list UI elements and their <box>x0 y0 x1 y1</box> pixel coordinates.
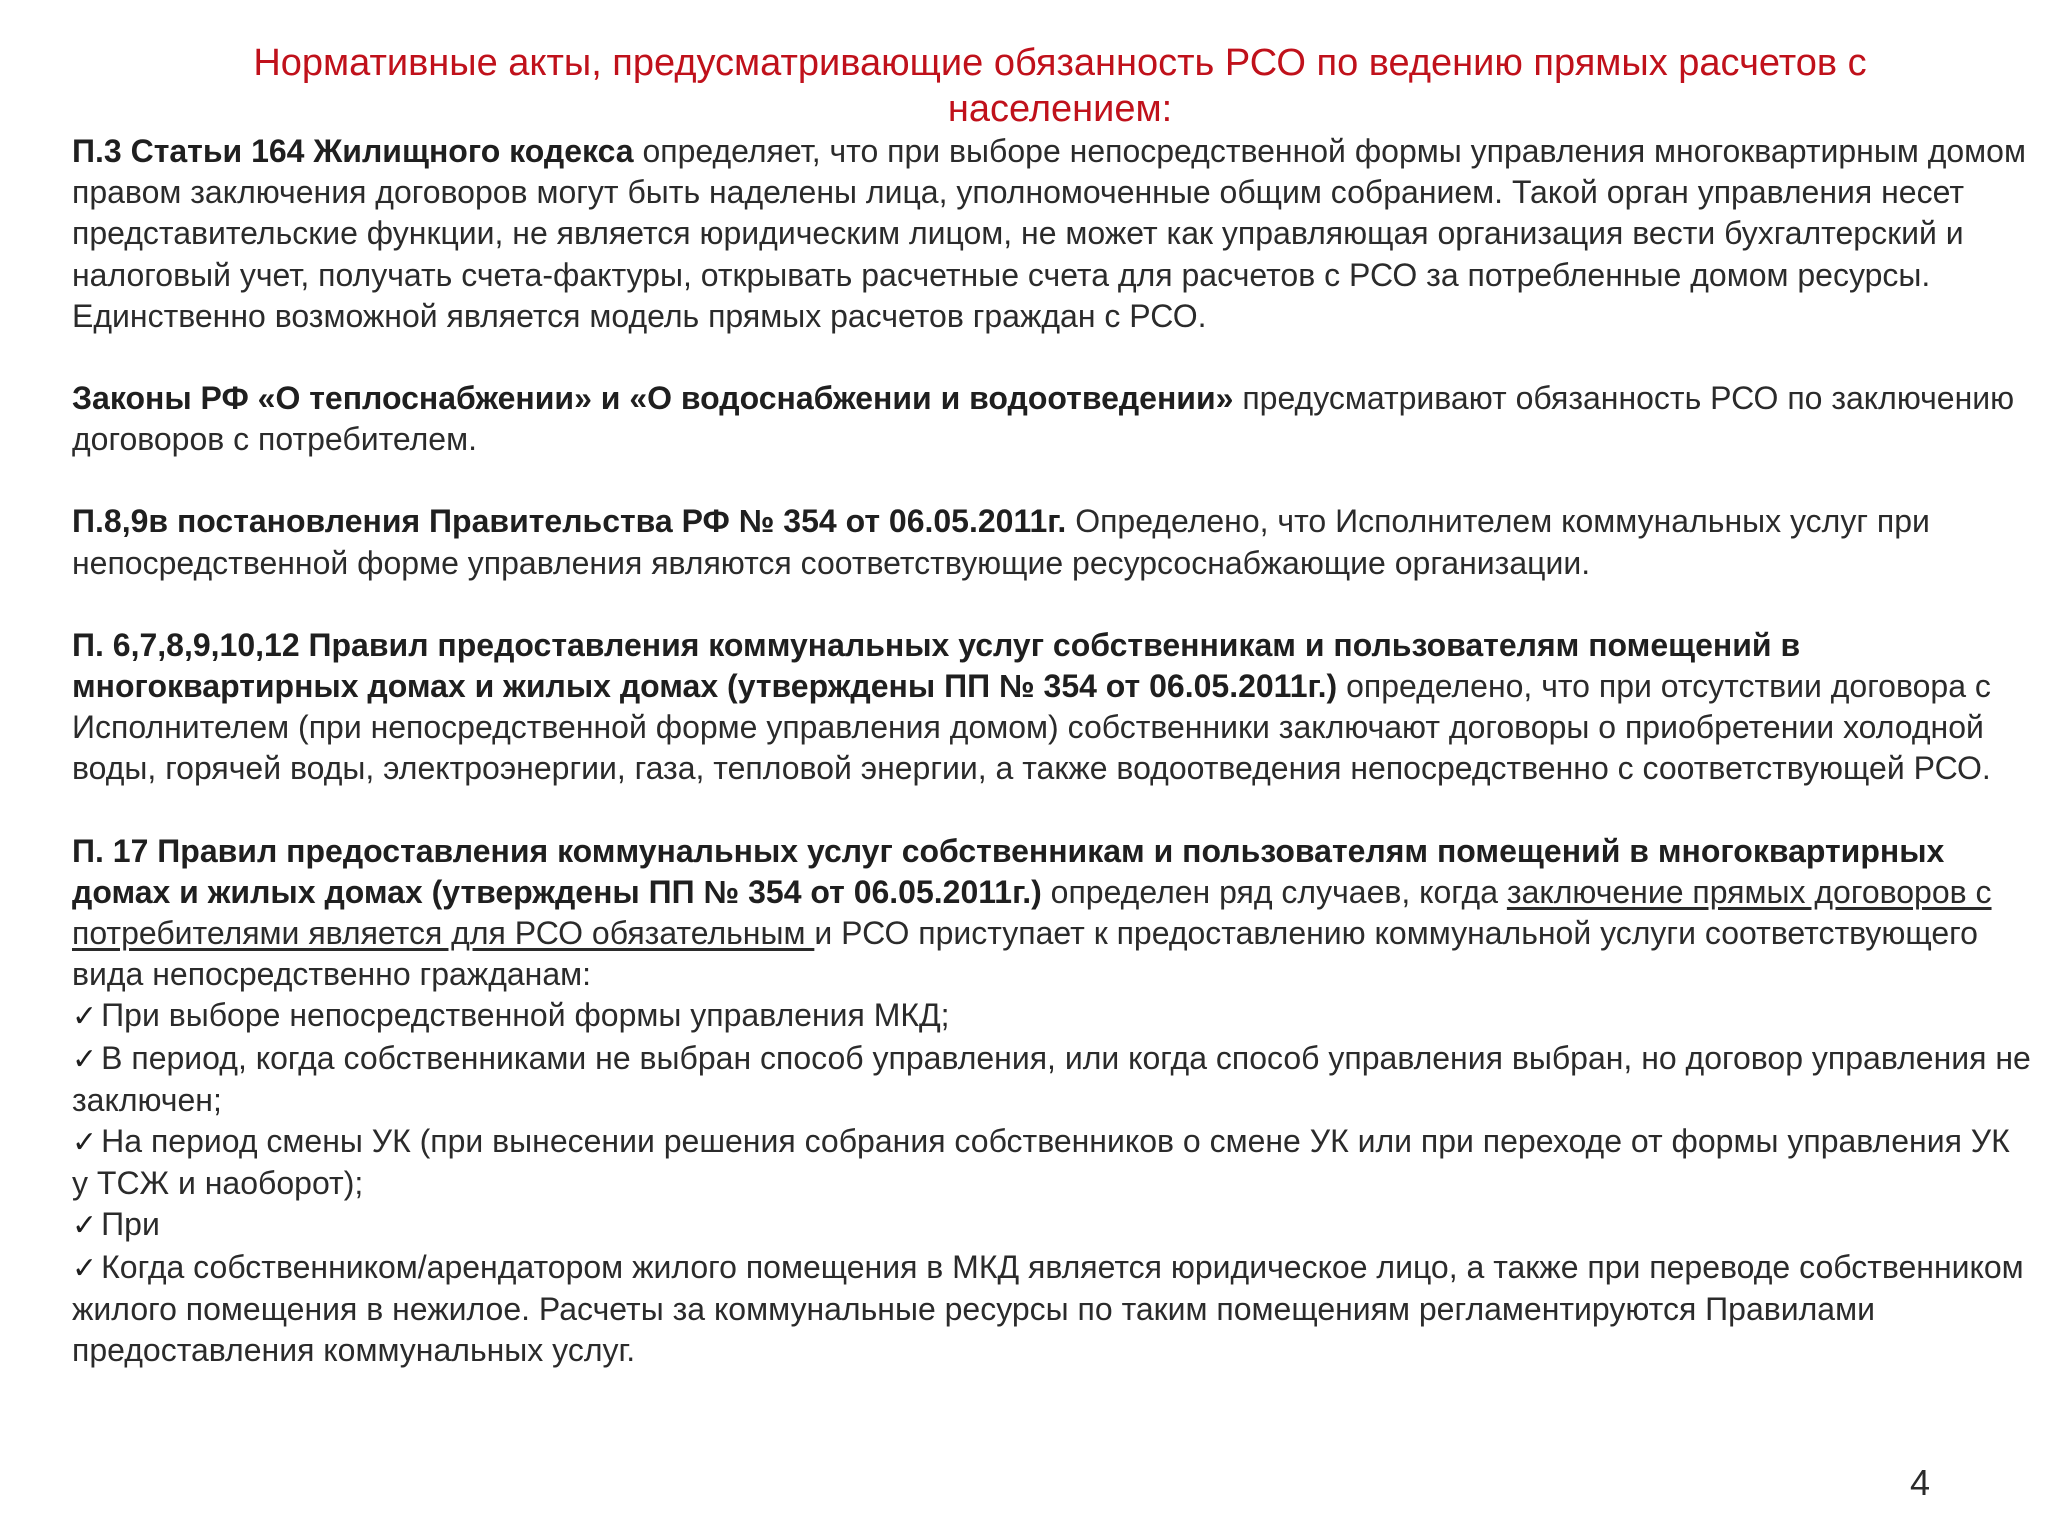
spacer <box>72 790 2032 831</box>
checklist-item-text: В период, когда собственниками не выбран способ управления, или когда способ управления выбран, но договор управления не заключен; <box>72 1039 2031 1118</box>
paragraph-text: определяет, что при выборе непосредственной формы управления многоквартирным домом правом заключения договоров могут быть наделены лица, уполномоченные общим собранием. Такой орган управления несет представительские функции, не является юридическим лицом, не может как управляющая организация вести бухгалтерский и налоговый учет, получать счета-фактуры, открывать расчетные счета для расчетов с РСО за потребленные домом ресурсы. Единственно возможной является модель прямых расчетов граждан с РСО. <box>72 133 2026 334</box>
checklist-item <box>72 1038 2032 1121</box>
paragraph-text: предусматривают обязанность РСО по заключению договоров с потребителем. <box>72 380 2015 458</box>
checklist-item <box>72 1121 2032 1204</box>
spacer <box>72 337 2032 378</box>
paragraph-text: Определено, что Исполнителем коммунальных услуг при непосредственной форме управления являются соответствующие ресурсоснабжающие организации. <box>72 503 1930 581</box>
checklist-item <box>72 995 2032 1037</box>
paragraph-text: определен ряд случаев, когда <box>1041 873 1507 910</box>
slide-title: Нормативные акты, предусматривающие обязанность РСО по ведению прямых расчетов с населением: <box>253 42 1867 130</box>
slide-body <box>72 131 2032 1371</box>
checklist-item-text: Когда собственником/арендатором жилого помещения в МКД является юридическое лицо, а также при переводе собственником жилого помещения в нежилое. Расчеты за коммунальные ресурсы по таким помещениям регламентируются Правилами предоставления коммунальных услуг. <box>72 1248 2024 1369</box>
checklist-item-text: При выборе непосредственной формы управления МКД; <box>101 997 950 1034</box>
paragraph-heading: П. 6,7,8,9,10,12 Правил предоставления коммунальных услуг собственникам и пользователям помещений в многоквартирных домах и жилых домах (утверждены ПП № 354 от 06.05.2011г.) <box>72 626 1801 705</box>
page-number: 4 <box>1910 1462 1931 1503</box>
checklist-item-text: На период смены УК (при вынесении решения собрания собственников о смене УК или при переходе от формы управления УК у ТСЖ и наоборот); <box>72 1123 2010 1202</box>
checklist-item <box>72 1247 2032 1372</box>
checkmark-icon: ✓ <box>72 1000 98 1034</box>
checklist-item <box>72 1204 2032 1246</box>
spacer <box>72 584 2032 625</box>
paragraph-resolution-354 <box>72 501 2032 583</box>
paragraph-rules-6-12 <box>72 625 2032 790</box>
paragraph-heading: П.3 Статьи 164 Жилищного кодекса <box>72 133 634 169</box>
checkmark-icon: ✓ <box>72 1126 98 1160</box>
paragraph-text: определено, что при отсутствии договора с Исполнителем (при непосредственной форме управления домом) собственники заключают договоры о приобретении холодной воды, горячей воды, электроэнергии, газа, тепловой энергии, а также водоотведения непосредственно с соответствующей РСО. <box>72 668 1991 787</box>
paragraph-housing-code <box>72 131 2032 337</box>
paragraph-federal-laws <box>72 378 2032 460</box>
paragraph-text-continued: и РСО приступает к предоставлению коммунальной услуги соответствующего вида непосредственно гражданам: <box>72 915 1978 993</box>
checkmark-icon: ✓ <box>72 1251 98 1285</box>
spacer <box>72 460 2032 501</box>
underlined-text: заключение прямых договоров с потребителями является для РСО обязательным <box>72 873 1992 952</box>
paragraph-heading: Законы РФ «О теплоснабжении» и «О водоснабжении и водоотведении» <box>72 380 1234 417</box>
paragraph-rules-17 <box>72 831 2032 996</box>
checklist <box>72 995 2032 1371</box>
paragraph-heading: П. 17 Правил предоставления коммунальных услуг собственникам и пользователям помещений в многоквартирных домах и жилых домах (утверждены ПП № 354 от 06.05.2011г.) <box>72 832 1945 910</box>
checkmark-icon: ✓ <box>72 1209 98 1243</box>
checkmark-icon: ✓ <box>72 1042 98 1076</box>
paragraph-heading: П.8,9в постановления Правительства РФ № 354 от 06.05.2011г. <box>72 503 1067 540</box>
checklist-item-text: При <box>101 1206 160 1243</box>
